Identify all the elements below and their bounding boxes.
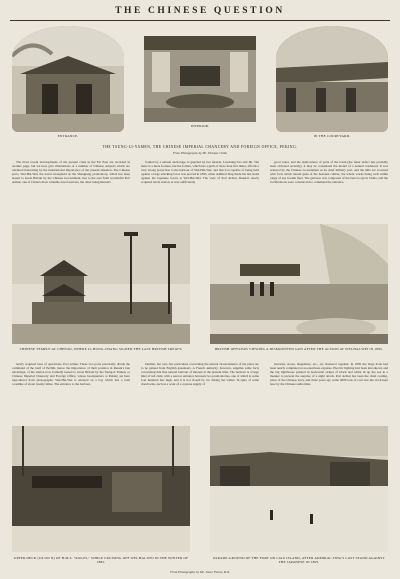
text-column-2: formed by a natural anchorage, is guarded by two islands, Liu-Kung-Tao and Jih. The latter is a mere fortress, but the former, which has a girth of more than five miles, affords a very strong protection to the harbour of Wei-Hai-Wei, and that it is capable of being held against a large attacking force was proved in 1895, when Admiral Ting made his last stand against the Japanese forces at Wei-Hai-Wei. The view of Port Arthur, Russia's newly acquired naval station, is now sufficiently: [141, 160, 259, 185]
deck-caption: UPPER DECK (UP ON N) OF H.M.S. "ROLUS," WHILE CRUISING OFF WEI-HAI-WEI IN THE WINTER OF 1895.: [13, 556, 189, 565]
temple-caption: CHINESE TEMPLE AT CHEFOO, WHERE LI-HUNG-CHANG SIGNED THE LAST BRITISH TREATY.: [19, 347, 183, 351]
parade-caption: PARADE-GROUND OF THE FORT ON LIAU ISLAND, AFTER ADMIRAL TING'S LAST STAND AGAINST THE JAPANESE IN 1895.: [213, 556, 385, 565]
text-column-6: barracks, stores, magazines, etc., are clustered together. In 1895 the large dock had been nearly completed at an enormous expense. Electric lighting had been introduced, and the big lighthouse painted in horizontal stripes of black and white lit up the sea in a manner to prevent the surprise of a night attack. Port Arthur has been the chief coaling-place of the Chinese navy, and three years ago some 4000 tons of coal was the stock kept here by the Chinese authorities.: [270, 362, 388, 387]
temple-photo: [12, 224, 190, 344]
entrance-photo: [12, 26, 124, 132]
deck-photo: [12, 426, 190, 552]
text-column-5: familiar, but very few particulars concerning the natural characteristics of the place are to be gained from English gazetteers. A French authority, however, supplies some facts concerning this fine natural harbour of interest at the present time. The harbour is a large inlet of red clam, with a narrow entrance between two promontories, one of which is some four hundred feet high, and it is not closed by ice during the winter. In spite of some drawbacks, such as a want of a copious supply of: [141, 362, 259, 387]
header-rule: [10, 20, 390, 21]
text-column-1: The more recent developments of the present crisis in the Far East are recorded in another page, but we here give illustrations of a number of Chinese subjects which are rendered interesting by the international importance of the present situation. The Chinese ports, Wei-Hai-Wei, the naval stronghold on the Shangtung promontory, which has been leased to Great Britain by the Chinese Government, lies to the east from wonderful Port Arthur, one of China's most valuable naval stations; the other being Russia's: [12, 160, 130, 185]
interior-photo: [144, 36, 256, 122]
entrance-label: ENTRANCE.: [57, 134, 79, 138]
officers-caption: BRITISH OFFICERS VIEWING A DISMOUNTED GUN AFTER THE ACTION AT WEI-HAI-WEI IN 1895.: [214, 347, 384, 351]
page-title: THE CHINESE QUESTION: [115, 6, 285, 16]
officers-photo: [210, 224, 388, 344]
bottom-credit: From Photographs by Mr. Jones Fulton, R.N.: [170, 570, 230, 574]
yamen-caption: THE TSUNG-LI-YAMEN, THE CHINESE IMPERIAL CHANCERY AND FOREIGN OFFICE, PEKING.: [102, 145, 298, 149]
yamen-credit: From Photographs by Mr. Thomas Child.: [172, 151, 228, 155]
parade-photo: [210, 426, 388, 552]
courtyard-label: IN THE COURTYARD.: [313, 134, 351, 138]
courtyard-photo: [276, 26, 388, 132]
text-column-4: newly acquired base of operations, Port Arthur. These two ports practically divide the command of the Gulf of Pechili, hence the importance of their position in Russia's late advantage, of the station now formally leased to Great Britain by the Tsung-li-Yamen, or Chinese Imperial Chancery and Foreign Office, whose headquarters at Peking are here reproduced from photographs. Wei-Hai-Wei is situated on a bay which has a total coastline of about twenty miles. The entrance to the harbour,: [12, 362, 130, 387]
interior-label: INTERIOR.: [190, 124, 210, 128]
text-column-3: good water, and the shallowness of parts of the basin (the latter defect has probably been obviated recently), it may be considered the model of a natural roadstead. It was selected by the Chinese Government as its chief military port, and the hills are crowned with forts which mount guns of the heaviest calibre, the whole works being well within range of any hostile fleet. The garrison was composed of the best troops in China, and the fortifications were constructed to command the entrance.: [270, 160, 388, 185]
